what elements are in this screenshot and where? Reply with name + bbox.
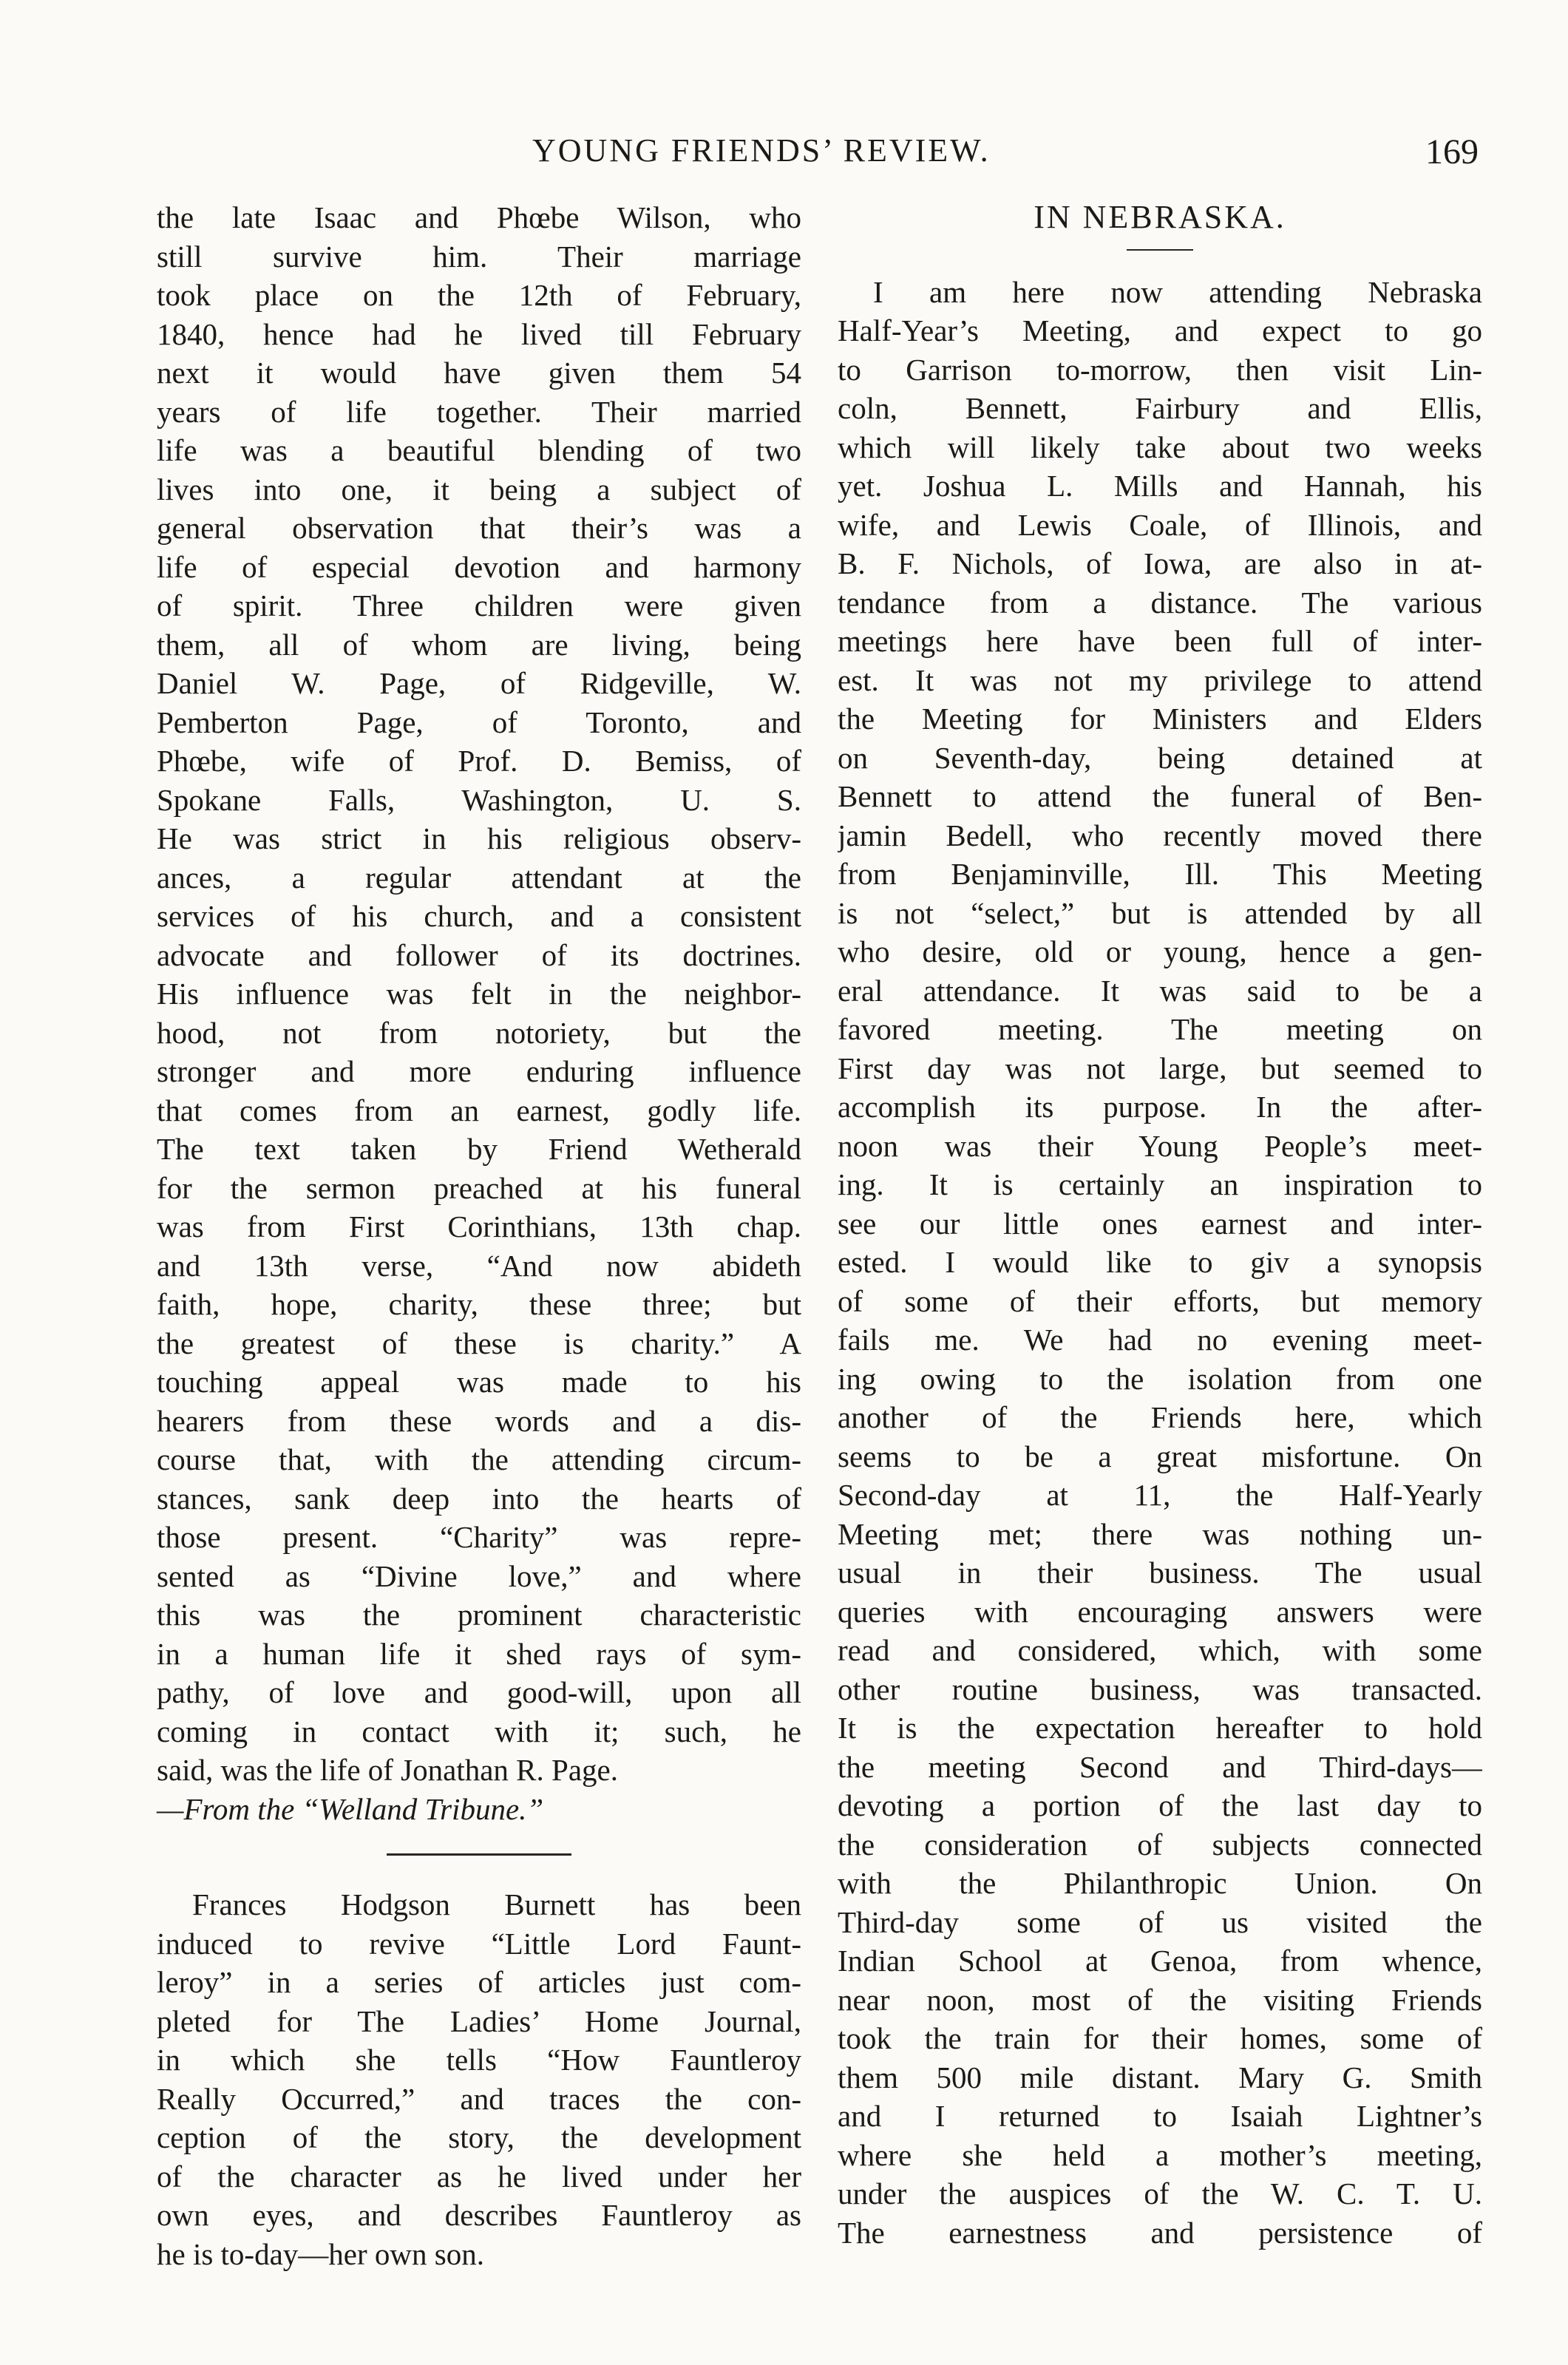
text-line: tendance from a distance. The various [838, 585, 1482, 620]
text-line: ception of the story, the development [157, 2120, 801, 2154]
text-line: Indian School at Genoa, from whence, [838, 1944, 1482, 1978]
text-line: who desire, old or young, hence a gen- [838, 934, 1482, 968]
text-line: accomplish its purpose. In the after- [838, 1090, 1482, 1124]
text-line: and 13th verse, “And now abideth [157, 1248, 801, 1283]
text-line: own eyes, and describes Fauntleroy as [157, 2198, 801, 2232]
text-line: wife, and Lewis Coale, of Illinois, and [838, 507, 1482, 542]
text-line: ested. I would like to giv a synopsis [838, 1245, 1482, 1279]
text-line: of the character as he lived under her [157, 2159, 801, 2193]
text-line: est. It was not my privilege to attend [838, 662, 1482, 697]
page-number: 169 [1425, 132, 1479, 172]
text-line: It is the expectation hereafter to hold [838, 1711, 1482, 1745]
text-line: took the train for their homes, some of [838, 2021, 1482, 2055]
text-line: them, all of whom are living, being [157, 627, 801, 662]
text-line: leroy” in a series of articles just com- [157, 1965, 801, 1999]
text-line: sented as “Divine love,” and where [157, 1558, 801, 1593]
text-line: Bennett to attend the funeral of Ben- [838, 779, 1482, 813]
text-line: years of life together. Their married [157, 394, 801, 429]
text-line: the consideration of subjects connected [838, 1827, 1482, 1862]
text-line: still survive him. Their marriage [157, 239, 801, 274]
text-line: 1840, hence had he lived till February [157, 316, 801, 351]
text-line: this was the prominent characteristic [157, 1598, 801, 1632]
text-line: Meeting met; there was nothing un- [838, 1516, 1482, 1551]
text-line: seems to be a great misfortune. On [838, 1439, 1482, 1473]
running-head [163, 132, 1479, 176]
text-line: general observation that their’s was a [157, 511, 801, 545]
text-line: pleted for The Ladies’ Home Journal, [157, 2003, 801, 2038]
text-line: see our little ones earnest and inter- [838, 1206, 1482, 1241]
text-line: The text taken by Friend Wetherald [157, 1132, 801, 1166]
text-line: of some of their efforts, but memory [838, 1283, 1482, 1318]
text-line: which will likely take about two weeks [838, 430, 1482, 464]
text-line: life was a beautiful blending of two [157, 433, 801, 467]
text-line: under the auspices of the W. C. T. U. [838, 2176, 1482, 2210]
text-line: life of especial devotion and harmony [157, 549, 801, 584]
text-line: from Benjaminville, Ill. This Meeting [838, 857, 1482, 891]
text-line: ing owing to the isolation from one [838, 1361, 1482, 1396]
text-line: in a human life it shed rays of sym- [157, 1636, 801, 1671]
text-line: Second-day at 11, the Half-Yearly [838, 1478, 1482, 1512]
text-line: course that, with the attending circum- [157, 1442, 801, 1476]
text-line: the late Isaac and Phœbe Wilson, who [157, 200, 801, 234]
text-line: The earnestness and persistence of [838, 2215, 1482, 2250]
text-line: the greatest of these is charity.” A [157, 1326, 801, 1360]
text-line: lives into one, it being a subject of [157, 472, 801, 506]
text-line: coln, Bennett, Fairbury and Ellis, [838, 391, 1482, 425]
text-line: where she held a mother’s meeting, [838, 2137, 1482, 2172]
text-line: hearers from these words and a dis- [157, 1403, 801, 1438]
text-line: First day was not large, but seemed to [838, 1051, 1482, 1085]
text-line: Pemberton Page, of Toronto, and [157, 705, 801, 739]
text-line: next it would have given them 54 [157, 356, 801, 390]
text-line: is not “select,” but is attended by all [838, 895, 1482, 930]
text-line: said, was the life of Jonathan R. Page. [157, 1753, 618, 1787]
right-column [838, 198, 1482, 2252]
text-line: another of the Friends here, which [838, 1400, 1482, 1434]
text-line: on Seventh-day, being detained at [838, 740, 1482, 775]
text-line: He was strict in his religious observ- [157, 821, 801, 855]
text-line: other routine business, was transacted. [838, 1672, 1482, 1706]
text-line: eral attendance. It was said to be a [838, 973, 1482, 1008]
text-line: fails me. We had no evening meet- [838, 1323, 1482, 1357]
text-line: coming in contact with it; such, he [157, 1714, 801, 1748]
obituary-continuation [157, 198, 801, 1790]
source-credit: —From the “Welland Tribune.” [157, 1791, 544, 1826]
text-line: stances, sank deep into the hearts of [157, 1481, 801, 1516]
text-line: His influence was felt in the neighbor- [157, 977, 801, 1011]
text-line: Third-day some of us visited the [838, 1904, 1482, 1939]
text-line: the meeting Second and Third-days— [838, 1749, 1482, 1784]
text-line: Spokane Falls, Washington, U. S. [157, 782, 801, 817]
text-line: queries with encouraging answers were [838, 1594, 1482, 1629]
text-line: ing. It is certainly an inspiration to [838, 1167, 1482, 1201]
section-divider [387, 1853, 571, 1856]
text-line: advocate and follower of its doctrines. [157, 937, 801, 972]
text-line: ances, a regular attendant at the [157, 860, 801, 895]
text-line: for the sermon preached at his funeral [157, 1170, 801, 1205]
text-line: noon was their Young People’s meet- [838, 1128, 1482, 1163]
text-line: and I returned to Isaiah Lightner’s [838, 2099, 1482, 2133]
text-line: them 500 mile distant. Mary G. Smith [838, 2060, 1482, 2094]
text-line: B. F. Nichols, of Iowa, are also in at- [838, 546, 1482, 580]
text-line: Daniel W. Page, of Ridgeville, W. [157, 666, 801, 700]
article-heading: IN NEBRASKA. [1034, 199, 1286, 235]
text-line: pathy, of love and good-will, upon all [157, 1675, 801, 1709]
text-line: touching appeal was made to his [157, 1365, 801, 1399]
text-line: stronger and more enduring influence [157, 1054, 801, 1088]
running-title: YOUNG FRIENDS’ REVIEW. [532, 132, 991, 169]
text-line: induced to revive “Little Lord Faunt- [157, 1926, 801, 1961]
text-line: read and considered, which, with some [838, 1633, 1482, 1667]
text-line: of spirit. Three children were given [157, 588, 801, 622]
text-line: near noon, most of the visiting Friends [838, 1982, 1482, 2017]
text-line: devoting a portion of the last day to [838, 1788, 1482, 1822]
text-line: the Meeting for Ministers and Elders [838, 702, 1482, 736]
burnett-notice [157, 1885, 801, 2273]
text-line: hood, not from notoriety, but the [157, 1015, 801, 1050]
text-line: services of his church, and a consistent [157, 899, 801, 933]
text-line: to Garrison to-morrow, then visit Lin- [838, 352, 1482, 387]
text-line: Phœbe, wife of Prof. D. Bemiss, of [157, 744, 801, 778]
text-line: those present. “Charity” was repre- [157, 1520, 801, 1554]
text-line: in which she tells “How Fauntleroy [157, 2043, 801, 2077]
text-line: he is to-day—her own son. [157, 2236, 484, 2271]
text-line: Half-Year’s Meeting, and expect to go [838, 313, 1482, 347]
text-line: was from First Corinthians, 13th chap. [157, 1209, 801, 1243]
text-line: took place on the 12th of February, [157, 278, 801, 312]
text-line: Frances Hodgson Burnett has been [192, 1887, 801, 1921]
text-line: I am here now attending Nebraska [873, 274, 1482, 309]
text-line: faith, hope, charity, these three; but [157, 1287, 801, 1321]
text-line: yet. Joshua L. Mills and Hannah, his [838, 469, 1482, 503]
text-line: jamin Bedell, who recently moved there [838, 818, 1482, 852]
text-line: Really Occurred,” and traces the con- [157, 2081, 801, 2116]
text-line: usual in their business. The usual [838, 1555, 1482, 1589]
left-column [157, 198, 801, 2273]
text-line: meetings here have been full of inter- [838, 624, 1482, 658]
text-line: that comes from an earnest, godly life. [157, 1093, 801, 1127]
text-line: favored meeting. The meeting on [838, 1012, 1482, 1046]
nebraska-article [838, 273, 1482, 2253]
heading-rule [1127, 249, 1193, 251]
text-line: with the Philanthropic Union. On [838, 1866, 1482, 1900]
